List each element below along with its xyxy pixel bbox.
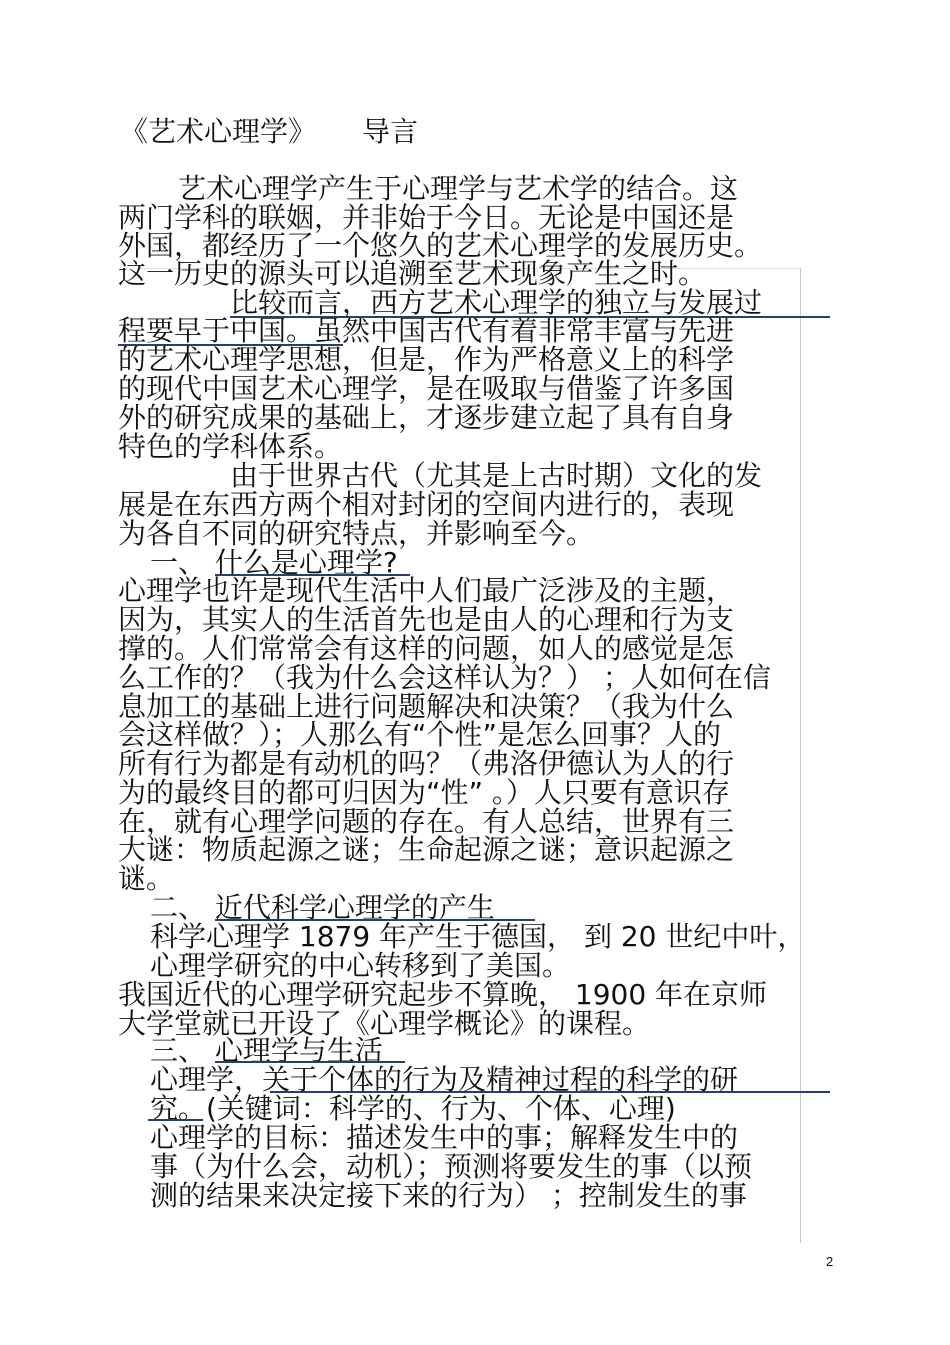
text-line: 三、 心理学与生活: [150, 1034, 383, 1067]
text-line: 为各自不同的研究特点，并影响至今。: [118, 517, 595, 550]
text-line: 我国近代的心理学研究起步不算晚， 1900 年在京师: [118, 978, 768, 1011]
text-line: 撑的。人们常常会有这样的问题，如人的感觉是怎: [118, 632, 735, 665]
annotation-underline: [118, 344, 343, 346]
annotation-underline: [270, 1091, 830, 1093]
text-line: 由于世界古代（尤其是上古时期）文化的发: [230, 459, 763, 492]
text-line: 事（为什么会，动机）；预测将要发生的事（以预: [150, 1150, 753, 1183]
text-line: 比较而言，西方艺术心理学的独立与发展过: [230, 286, 763, 319]
text-line: 心理学的目标：描述发生中的事；解释发生中的: [150, 1121, 739, 1154]
text-line: 测的结果来决定接下来的行为） ；控制发生的事: [150, 1179, 747, 1212]
text-line: 心理学，关于个体的行为及精神过程的科学的研: [150, 1063, 739, 1096]
text-line: 两门学科的联姻，并非始于今日。无论是中国还是: [118, 201, 735, 234]
text-line: 谜。: [118, 862, 175, 895]
book-title: 《艺术心理学》: [120, 115, 317, 148]
text-line: 外国，都经历了一个悠久的艺术心理学的发展历史。: [118, 229, 763, 262]
annotation-underline: [215, 574, 410, 576]
text-line: 艺术心理学产生于心理学与艺术学的结合。这: [178, 172, 739, 205]
text-line: 二、 近代科学心理学的产生: [150, 891, 495, 924]
text-line: 大谜：物质起源之谜；生命起源之谜；意识起源之: [118, 833, 735, 866]
text-line: 外的研究成果的基础上，才逐步建立起了具有自身: [118, 401, 735, 434]
text-line: 为的最终目的都可归因为“性” 。）人只要有意识存: [118, 776, 730, 809]
annotation-underline: [215, 919, 535, 921]
text-line: 究。(关键词：科学的、行为、个体、心理): [150, 1092, 676, 1125]
annotation-underline: [230, 316, 830, 318]
text-line: 大学堂就已开设了《心理学概论》的课程。: [118, 1007, 651, 1040]
text-line: 的艺术心理学思想，但是，作为严格意义上的科学: [118, 343, 735, 376]
text-line: 心理学研究的中心转移到了美国。: [150, 949, 571, 982]
text-line: 展是在东西方两个相对封闭的空间内进行的，表现: [118, 488, 735, 521]
text-line: 息加工的基础上进行问题解决和决策？（我为什么: [118, 690, 735, 723]
text-line: 的现代中国艺术心理学，是在吸取与借鉴了许多国: [118, 372, 735, 405]
page-title: [120, 115, 419, 148]
text-line: 心理学也许是现代生活中人们最广泛涉及的主题，: [118, 574, 735, 607]
text-line: 特色的学科体系。: [118, 430, 343, 463]
frame-right-border: [800, 268, 801, 1243]
text-line: 这一历史的源头可以追溯至艺术现象产生之时。: [118, 257, 707, 290]
text-line: 科学心理学 1879 年产生于德国， 到 20 世纪中叶，: [150, 920, 806, 953]
text-line: 么工作的？（我为什么会这样认为？） ；人如何在信: [118, 661, 771, 694]
text-line: 因为，其实人的生活首先也是由人的心理和行为支: [118, 603, 735, 636]
text-line: 在，就有心理学问题的存在。有人总结，世界有三: [118, 805, 735, 838]
section-title: 导言: [362, 115, 419, 148]
text-line: 程要早于中国。虽然中国古代有着非常丰富与先进: [118, 314, 735, 347]
annotation-underline: [215, 1061, 405, 1063]
text-line: 会这样做？）；人那么有“个性”是怎么回事？人的: [118, 718, 722, 751]
annotation-underline: [148, 1119, 203, 1121]
text-line: 所有行为都是有动机的吗？（弗洛伊德认为人的行: [118, 747, 735, 780]
page-number: 2: [826, 1254, 834, 1269]
text-line: 一、 什么是心理学?: [150, 546, 398, 579]
